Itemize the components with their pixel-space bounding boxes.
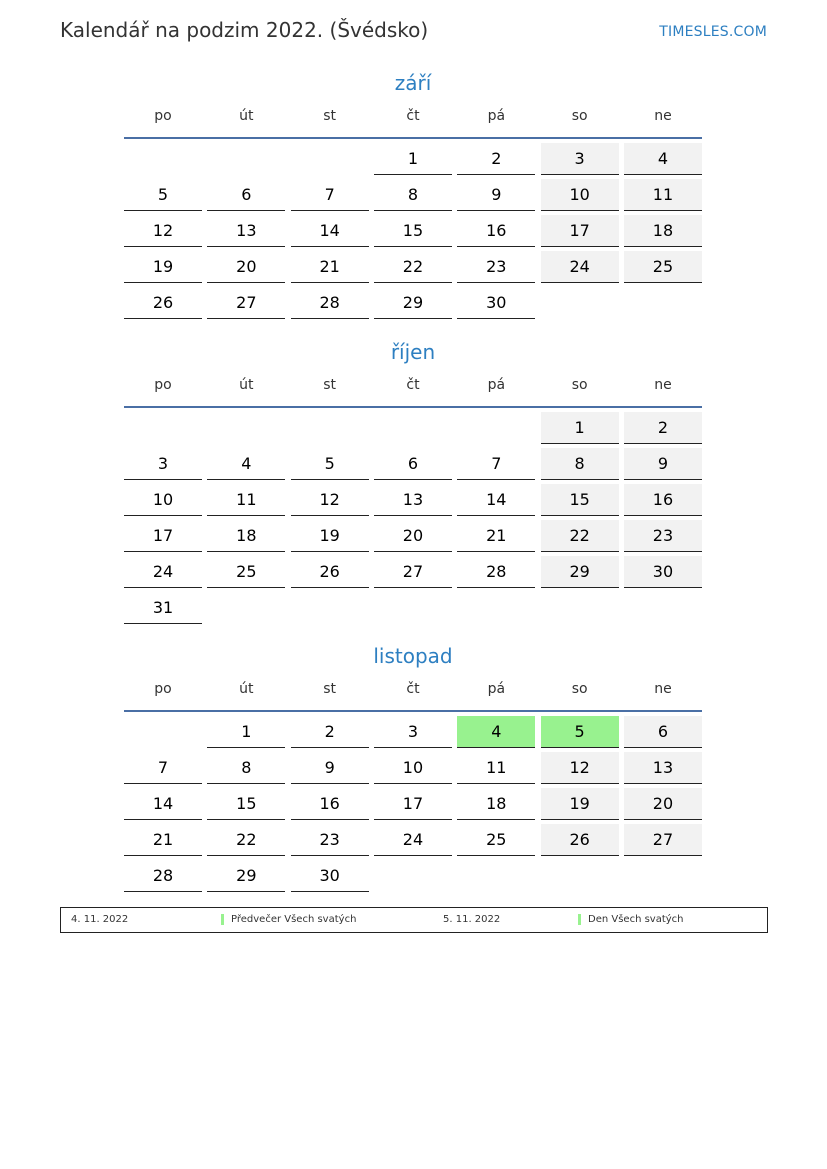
day-cell: 7 [291,179,369,211]
day-cell: 30 [457,287,535,319]
day-cell: 14 [291,215,369,247]
week-row [124,860,702,892]
weekend-day-cell: 2 [624,412,702,444]
weekday-label: čt [406,377,420,393]
weekend-day-cell: 20 [624,788,702,820]
day-cell: 14 [457,484,535,516]
weekday-label: út [239,108,254,124]
month-title: listopad [373,644,453,668]
day-cell: 9 [457,179,535,211]
weeks-grid [124,412,702,624]
weekend-day-cell: 12 [541,752,619,784]
day-cell: 20 [374,520,452,552]
day-cell: 25 [207,556,285,588]
month-october [124,337,702,628]
weekend-day-cell: 9 [624,448,702,480]
day-cell: 9 [291,752,369,784]
day-cell: 3 [374,716,452,748]
empty-day-cell [457,592,535,624]
empty-day-cell [124,412,202,444]
day-cell: 5 [124,179,202,211]
empty-day-cell [291,592,369,624]
weekend-day-cell: 16 [624,484,702,516]
empty-day-cell [374,860,452,892]
header-divider [124,137,702,139]
weekend-day-cell: 8 [541,448,619,480]
day-cell: 22 [207,824,285,856]
month-november [124,641,702,896]
day-cell: 4 [207,448,285,480]
day-cell: 24 [124,556,202,588]
day-cell: 22 [374,251,452,283]
day-cell: 10 [374,752,452,784]
weekday-label: út [239,377,254,393]
empty-day-cell [624,287,702,319]
day-cell: 24 [374,824,452,856]
week-row [124,448,702,480]
week-row [124,592,702,624]
weekend-day-cell: 11 [624,179,702,211]
day-cell: 1 [374,143,452,175]
day-cell: 19 [291,520,369,552]
day-cell: 25 [457,824,535,856]
empty-day-cell [541,287,619,319]
day-cell: 30 [291,860,369,892]
weekday-label: so [571,377,588,393]
day-cell: 27 [374,556,452,588]
empty-day-cell [541,860,619,892]
empty-day-cell [124,143,202,175]
empty-day-cell [207,143,285,175]
day-cell: 14 [124,788,202,820]
day-cell: 1 [207,716,285,748]
week-row [124,556,702,588]
weekend-day-cell: 4 [624,143,702,175]
day-cell: 21 [457,520,535,552]
day-cell: 6 [374,448,452,480]
empty-day-cell [374,412,452,444]
day-cell: 28 [291,287,369,319]
empty-day-cell [291,412,369,444]
weekend-day-cell: 25 [624,251,702,283]
day-cell: 18 [207,520,285,552]
weekday-label: po [154,681,172,697]
weekend-day-cell: 15 [541,484,619,516]
weekend-day-cell: 19 [541,788,619,820]
legend-holiday-name: Předvečer Všech svatých [221,914,356,925]
weekend-day-cell: 30 [624,556,702,588]
day-cell: 19 [124,251,202,283]
day-cell: 2 [291,716,369,748]
weekday-label: pá [487,681,506,697]
weekend-day-cell: 1 [541,412,619,444]
weekday-header [124,98,702,134]
day-cell: 23 [457,251,535,283]
empty-day-cell [207,592,285,624]
holiday-legend [60,907,768,933]
week-row [124,179,702,211]
day-cell: 2 [457,143,535,175]
week-row [124,143,702,175]
week-row [124,287,702,319]
day-cell: 7 [124,752,202,784]
day-cell: 16 [457,215,535,247]
month-september [124,68,702,323]
empty-day-cell [624,860,702,892]
weekend-day-cell: 17 [541,215,619,247]
day-cell: 28 [124,860,202,892]
day-cell: 17 [124,520,202,552]
weekday-label: pá [487,377,506,393]
weekday-label: ne [654,108,672,124]
empty-day-cell [291,143,369,175]
weekday-label: po [154,108,172,124]
day-cell: 21 [124,824,202,856]
weekday-label: čt [406,681,420,697]
empty-day-cell [541,592,619,624]
day-cell: 12 [291,484,369,516]
holiday-day-cell: 5 [541,716,619,748]
week-row [124,824,702,856]
weekday-label: ne [654,377,672,393]
week-row [124,251,702,283]
day-cell: 5 [291,448,369,480]
weekday-label: st [323,108,337,124]
weekend-day-cell: 18 [624,215,702,247]
day-cell: 10 [124,484,202,516]
weekday-label: so [571,681,588,697]
day-cell: 7 [457,448,535,480]
day-cell: 29 [207,860,285,892]
weeks-grid [124,716,702,892]
legend-date: 5. 11. 2022 [443,914,501,925]
day-cell: 28 [457,556,535,588]
empty-day-cell [624,592,702,624]
empty-day-cell [207,412,285,444]
day-cell: 12 [124,215,202,247]
weekday-label: po [154,377,172,393]
month-title: září [394,71,432,95]
day-cell: 31 [124,592,202,624]
weekday-label: so [571,108,588,124]
weekend-day-cell: 26 [541,824,619,856]
day-cell: 26 [124,287,202,319]
holiday-day-cell: 4 [457,716,535,748]
weekend-day-cell: 27 [624,824,702,856]
day-cell: 15 [374,215,452,247]
day-cell: 8 [207,752,285,784]
empty-day-cell [374,592,452,624]
weekday-label: st [323,681,337,697]
weekday-label: út [239,681,254,697]
weekend-day-cell: 10 [541,179,619,211]
weekday-label: st [323,377,337,393]
day-cell: 21 [291,251,369,283]
weekend-day-cell: 6 [624,716,702,748]
weekday-header [124,671,702,707]
weekday-label: čt [406,108,420,124]
weekday-label: pá [487,108,506,124]
day-cell: 29 [374,287,452,319]
day-cell: 26 [291,556,369,588]
weekday-header [124,367,702,403]
empty-day-cell [457,412,535,444]
legend-date: 4. 11. 2022 [71,914,129,925]
day-cell: 13 [374,484,452,516]
page-title: Kalendář na podzim 2022. (Švédsko) [60,18,429,42]
day-cell: 11 [207,484,285,516]
day-cell: 27 [207,287,285,319]
empty-day-cell [457,860,535,892]
week-row [124,752,702,784]
weekend-day-cell: 24 [541,251,619,283]
day-cell: 18 [457,788,535,820]
weekend-day-cell: 23 [624,520,702,552]
week-row [124,788,702,820]
header-divider [124,406,702,408]
day-cell: 8 [374,179,452,211]
day-cell: 11 [457,752,535,784]
day-cell: 3 [124,448,202,480]
week-row [124,716,702,748]
weekend-day-cell: 29 [541,556,619,588]
day-cell: 13 [207,215,285,247]
header-divider [124,710,702,712]
weekend-day-cell: 13 [624,752,702,784]
day-cell: 17 [374,788,452,820]
site-link[interactable]: TIMESLES.COM [659,24,767,40]
empty-day-cell [124,716,202,748]
week-row [124,215,702,247]
month-title: říjen [390,340,436,364]
weekend-day-cell: 3 [541,143,619,175]
week-row [124,484,702,516]
day-cell: 6 [207,179,285,211]
weeks-grid [124,143,702,319]
week-row [124,520,702,552]
day-cell: 20 [207,251,285,283]
day-cell: 23 [291,824,369,856]
week-row [124,412,702,444]
legend-holiday-name: Den Všech svatých [578,914,684,925]
day-cell: 15 [207,788,285,820]
weekend-day-cell: 22 [541,520,619,552]
day-cell: 16 [291,788,369,820]
weekday-label: ne [654,681,672,697]
